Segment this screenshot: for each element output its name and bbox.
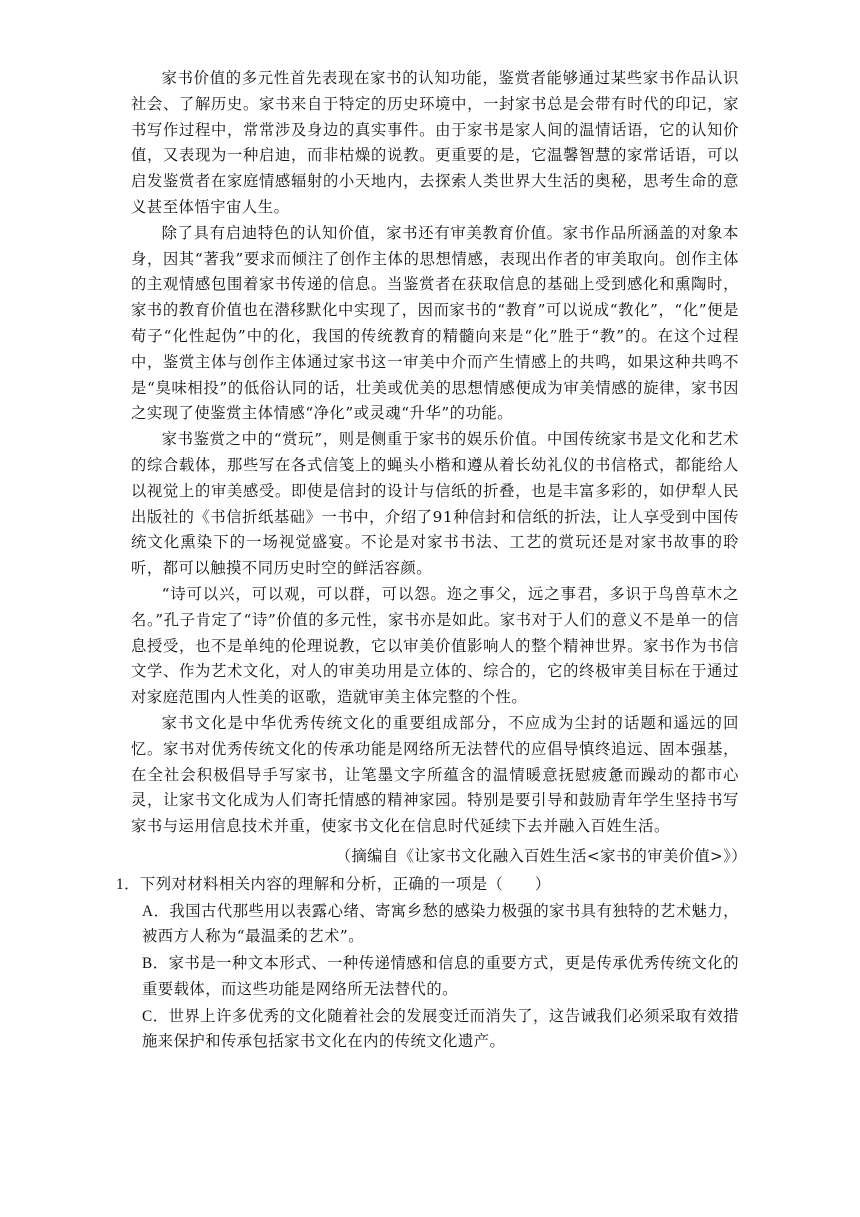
question-1 — [116, 872, 739, 1056]
question-stem — [116, 872, 739, 898]
paragraph-1: 家书价值的多元性首先表现在家书的认知功能，鉴赏者能够通过某些家书作品认识社会、了解历史。家书来自于特定的历史环境中，一封家书总是会带有时代的印记，家书写作过程中，常常涉及身边的真实事件。由于家书是家人间的温情话语，它的认知价值，又表现为一种启迪，而非枯燥的说教。更重要的是，它温馨智慧的家常话语，可以启发鉴赏者在家庭情感辐射的小天地内，去探索人类世界大生活的奥秘，思考生命的意义甚至体悟宇宙人生。 — [131, 69, 739, 216]
question-text: 下列对材料相关内容的理解和分析，正确的一项是（ ） — [139, 874, 551, 893]
option-c-text: 世界上许多优秀的文化随着社会的发展变迁而消失了，这告诫我们必须采取有效措施来保护和传承包括家书文化在内的传统文化遗产。 — [142, 1006, 739, 1051]
paragraph-5: 家书文化是中华优秀传统文化的重要组成部分，不应成为尘封的话题和遥远的回忆。家书对优秀传统文化的传承功能是网络所无法替代的应倡导慎终追远、固本强基，在全社会积极倡导手写家书，让笔墨文字所蕴含的温情暖意抚慰疲惫而躁动的都市心灵，让家书文化成为人们寄托情感的精神家园。特别是要引导和鼓励青年学生坚持书写家书与运用信息技术并重，使家书文化在信息时代延续下去并融入百姓生活。 — [131, 713, 739, 836]
option-c — [142, 1004, 739, 1056]
document-page — [116, 66, 747, 1055]
option-a-letter: A． — [142, 902, 170, 920]
paragraph-4: “诗可以兴，可以观，可以群，可以怨。迩之事父，远之事君，多识于鸟兽草木之名。”孔子肯定了“诗”价值的多元性，家书亦是如此。家书对于人们的意义不是单一的信息授受，也不是单纯的伦理说教，它以审美价值影响人的整个精神世界。家书作为书信文学、作为艺术文化，对人的审美功用是立体的、综合的，它的终极审美目标在于通过对家庭范围内人性美的讴歌，造就审美主体完整的个性。 — [131, 584, 739, 707]
option-b-letter: B． — [142, 955, 169, 973]
paragraph-2: 除了具有启迪特色的认知价值，家书还有审美教育价值。家书作品所涵盖的对象本身，因其“著我”要求而倾注了创作主体的思想情感，表现出作者的审美取向。创作主体的主观情感包围着家书传递的信息。当鉴赏者在获取信息的基础上受到感化和熏陶时，家书的教育价值也在潜移默化中实现了，因而家书的“教育”可以说成“教化”，“化”便是荀子“化性起伪”中的化，我国的传统教育的精髓向来是“化”胜于“教”的。在这个过程中，鉴赏主体与创作主体通过家书这一审美中介而产生情感上的共鸣，如果这种共鸣不是“臭味相投”的低俗认同的话，壮美或优美的思想情感便成为审美情感的旋律，家书因之实现了使鉴赏主体情感“净化”或灵魂“升华”的功能。 — [131, 223, 739, 423]
option-c-letter: C． — [142, 1007, 169, 1025]
option-b-text: 家书是一种文本形式、一种传递情感和信息的重要方式，更是传承优秀传统文化的重要载体，而这些功能是网络所无法替代的。 — [142, 954, 739, 998]
paragraph-3: 家书鉴赏之中的“赏玩”，则是侧重于家书的娱乐价值。中国传统家书是文化和艺术的综合载体，那些写在各式信笺上的蝇头小楷和遵从着长幼礼仪的书信格式，都能给人以视觉上的审美感受。即使是信封的设计与信纸的折叠，也是丰富多彩的，如伊犁人民出版社的《书信折纸基础》一书中，介绍了91种信封和信纸的折法，让人享受到中国传统文化熏染下的一场视觉盛宴。不论是对家书书法、工艺的赏玩还是对家书故事的聆听，都可以触摸不同历史时空的鲜活容颜。 — [131, 430, 739, 578]
option-a-text: 我国古代那些用以表露心绪、寄寓乡愁的感染力极强的家书具有独特的艺术魅力，被西方人称为“最温柔的艺术”。 — [142, 901, 739, 946]
option-a — [142, 899, 739, 951]
source-citation: （摘编自《让家书文化融入百姓生活<家书的审美价值>》） — [335, 846, 747, 865]
question-number: 1． — [116, 875, 140, 893]
option-b — [142, 951, 739, 1003]
